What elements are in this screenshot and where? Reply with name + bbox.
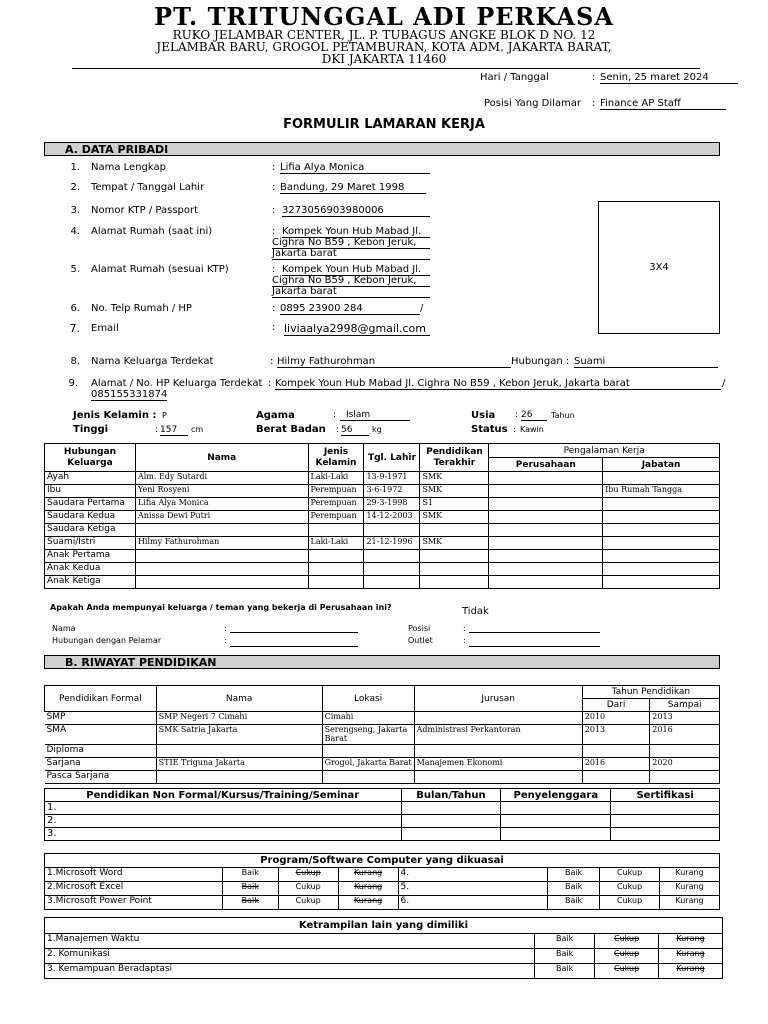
edu-header-from: Dari <box>582 699 650 712</box>
family-job-cell[interactable] <box>603 563 720 576</box>
family-row <box>45 485 720 498</box>
education-name-cell[interactable]: SMK Satria Jakarta <box>156 725 322 745</box>
skill-level-option[interactable]: Kurang <box>659 934 723 949</box>
family-company-cell[interactable] <box>489 563 603 576</box>
section-b-header: B. RIWAYAT PENDIDIKAN <box>44 655 720 669</box>
section-a-header: A. DATA PRIBADI <box>44 142 720 156</box>
full-name-label: Nama Lengkap <box>91 162 166 173</box>
family-name-cell[interactable]: Hilmy Fathurohman <box>135 537 308 550</box>
education-from-cell[interactable]: 2016 <box>582 758 650 771</box>
family-company-cell[interactable] <box>489 550 603 563</box>
software-name-cell: 5. <box>398 882 548 896</box>
education-location-line2: Barat <box>324 734 348 743</box>
skill-level-option[interactable]: Kurang <box>659 964 723 979</box>
family-education-cell[interactable]: SMK <box>420 472 489 485</box>
family-education-cell[interactable] <box>420 550 489 563</box>
family-dob-cell[interactable]: 3-6-1972 <box>364 485 420 498</box>
family-table <box>44 443 720 589</box>
family-company-cell[interactable] <box>489 485 603 498</box>
education-level-cell: Pasca Sarjana <box>45 771 157 784</box>
family-dob-cell[interactable]: 13-9-1971 <box>364 472 420 485</box>
skill-row <box>45 949 723 964</box>
current-address-line3[interactable]: Jakarta barat <box>272 248 430 260</box>
company-address-3: DKI JAKARTA 11460 <box>321 52 447 66</box>
software-level-option[interactable]: Baik <box>548 882 600 896</box>
birth-value[interactable]: Bandung, 29 Maret 1998 <box>280 182 426 194</box>
family-row <box>45 563 720 576</box>
education-name-cell[interactable]: STIE Triguna Jakarta <box>156 758 322 771</box>
gender-label: Jenis Kelamin : <box>73 410 157 421</box>
edu-header-location: Lokasi <box>322 686 414 712</box>
software-row <box>45 868 720 882</box>
family-gender-cell[interactable] <box>308 524 364 537</box>
family-job-cell[interactable] <box>603 576 720 589</box>
software-level-option[interactable]: Cukup <box>278 868 338 882</box>
nonformal-empty-cell[interactable] <box>501 815 611 828</box>
relations-relation-field[interactable] <box>230 646 358 647</box>
family-gender-cell[interactable] <box>308 576 364 589</box>
education-to-cell[interactable]: 2016 <box>650 725 720 745</box>
family-name-cell[interactable]: Alm. Edy Sutardi <box>135 472 308 485</box>
current-address-label: Alamat Rumah (saat ini) <box>91 226 213 237</box>
family-company-cell[interactable] <box>489 537 603 550</box>
family-dob-cell[interactable] <box>364 576 420 589</box>
weight-label: Berat Badan <box>256 424 326 435</box>
family-dob-cell[interactable] <box>364 524 420 537</box>
skill-row <box>45 964 723 979</box>
relative-name-label: Nama Keluarga Terdekat <box>91 356 214 367</box>
date-value[interactable]: Senin, 25 maret 2024 <box>600 72 738 84</box>
header-divider <box>72 68 700 69</box>
current-address-line2[interactable]: Cighra No B59 , Kebon Jeruk, <box>272 237 430 249</box>
nonformal-header-month: Bulan/Tahun <box>401 789 501 802</box>
education-location-line1: Serengseng, Jakarta <box>324 725 408 734</box>
family-job-cell[interactable] <box>603 511 720 524</box>
software-level-option[interactable]: Kurang <box>338 882 398 896</box>
education-from-cell[interactable] <box>582 745 650 758</box>
education-to-cell[interactable] <box>650 771 720 784</box>
full-name-value[interactable]: Lifia Alya Monica <box>280 162 430 174</box>
nonformal-empty-cell[interactable] <box>501 802 611 815</box>
family-row <box>45 498 720 511</box>
relations-outlet-label: Outlet <box>408 636 433 645</box>
nonformal-course-cell[interactable]: 3. <box>45 828 402 841</box>
weight-unit: kg <box>372 425 382 434</box>
family-dob-cell[interactable] <box>364 563 420 576</box>
relative-phone-value[interactable]: 085155331874 <box>91 389 168 400</box>
software-level-option[interactable]: Baik <box>222 882 278 896</box>
software-level-option[interactable]: Baik <box>548 868 600 882</box>
header-experience: Pengalaman Kerja <box>489 444 720 458</box>
nonformal-empty-cell[interactable] <box>501 828 611 841</box>
skill-name-cell: 1.Manajemen Waktu <box>45 934 535 949</box>
education-location-cell[interactable] <box>322 771 414 784</box>
family-relation-cell: Anak Ketiga <box>45 576 136 589</box>
header-company: Perusahaan <box>489 458 603 472</box>
software-level-option[interactable]: Cukup <box>278 882 338 896</box>
education-from-cell[interactable] <box>582 771 650 784</box>
age-label: Usia <box>471 410 496 421</box>
edu-header-major: Jurusan <box>414 686 582 712</box>
skill-level-option[interactable]: Baik <box>535 934 595 949</box>
ktp-address-line3[interactable]: Jakarta barat <box>272 286 430 298</box>
family-gender-cell[interactable]: Perempuan <box>308 511 364 524</box>
nonformal-table <box>44 788 720 841</box>
date-label: Hari / Tanggal <box>480 72 549 83</box>
family-job-cell[interactable] <box>603 472 720 485</box>
relative-address-label: Alamat / No. HP Keluarga Terdekat <box>91 378 263 389</box>
height-label: Tinggi <box>73 424 109 435</box>
education-row <box>45 771 720 784</box>
family-gender-cell[interactable]: Perempuan <box>308 498 364 511</box>
family-job-cell[interactable] <box>603 550 720 563</box>
skills-title: Ketrampilan lain yang dimiliki <box>45 918 723 934</box>
family-education-cell[interactable] <box>420 563 489 576</box>
family-name-cell[interactable] <box>135 563 308 576</box>
nonformal-empty-cell[interactable] <box>611 828 720 841</box>
nonformal-empty-cell[interactable] <box>611 802 720 815</box>
education-level-cell: Sarjana <box>45 758 157 771</box>
edu-header-level: Pendidikan Formal <box>45 686 157 712</box>
family-company-cell[interactable] <box>489 472 603 485</box>
height-value[interactable]: 157 <box>160 425 188 436</box>
company-name: PT. TRITUNGGAL ADI PERKASA <box>154 2 614 31</box>
nonformal-row <box>45 815 720 828</box>
ktp-value[interactable]: 3273056903980006 <box>282 205 430 217</box>
relationship-value[interactable]: Suami <box>574 356 718 368</box>
family-name-cell[interactable]: Yeni Rosyeni <box>135 485 308 498</box>
personal-data: 1. Nama Lengkap : Lifia Alya Monica 2. Tempat / Tanggal Lahir : Bandung, 29 Maret 1998 3. Nomor KTP / Passport : 3273056903980006 4. Alamat Rumah (saat ini) : Kompek Youn Hub Mabad Jl. Cighra No B59 , Kebon Jeruk, Jakarta barat 5. Alamat Rumah (sesuai KTP) : Kompek Youn Hub Mabad Jl. Cighra No B59 , Kebon Jeruk, Jakarta barat 6. No. Telp Rumah / HP : 0895 23900 284 / 7. Email : liviaalya2998@gmail.com 8. Nama Keluarga Terdekat : Hilmy Fathurohman Hubungan : <box>69 162 570 367</box>
family-company-cell[interactable] <box>489 498 603 511</box>
nonformal-empty-cell[interactable] <box>401 815 501 828</box>
education-location-cell[interactable] <box>322 745 414 758</box>
skill-name-cell: 2. Komunikasi <box>45 949 535 964</box>
nonformal-row <box>45 802 720 815</box>
family-company-cell[interactable] <box>489 524 603 537</box>
nonformal-row <box>45 828 720 841</box>
edu-header-to: Sampai <box>650 699 720 712</box>
relations-answer[interactable]: Tidak <box>462 606 489 617</box>
family-dob-cell[interactable]: 29-3-1998 <box>364 498 420 511</box>
skill-level-option[interactable]: Baik <box>535 964 595 979</box>
skill-level-option[interactable]: Cukup <box>595 964 659 979</box>
software-level-option[interactable]: Kurang <box>338 868 398 882</box>
software-table <box>44 853 720 910</box>
education-location-cell[interactable] <box>322 725 414 745</box>
nonformal-header-course: Pendidikan Non Formal/Kursus/Training/Seminar <box>45 789 402 802</box>
software-level-option[interactable]: Cukup <box>600 882 660 896</box>
relations-position-field[interactable] <box>469 632 600 633</box>
family-job-cell[interactable] <box>603 524 720 537</box>
software-row <box>45 882 720 896</box>
family-company-cell[interactable] <box>489 576 603 589</box>
family-company-cell[interactable] <box>489 511 603 524</box>
religion-value[interactable]: Islam <box>340 410 410 421</box>
current-address-line1[interactable]: Kompek Youn Hub Mabad Jl. <box>282 226 430 238</box>
software-title: Program/Software Computer yang dikuasai <box>45 854 720 868</box>
relations-name-field[interactable] <box>230 632 358 633</box>
family-relation-cell: Ibu <box>45 485 136 498</box>
email-label: Email <box>91 323 119 334</box>
family-job-cell[interactable] <box>603 498 720 511</box>
software-level-option[interactable]: Kurang <box>338 896 398 910</box>
family-relation-cell: Saudara Pertama <box>45 498 136 511</box>
status-value[interactable]: Kawin <box>520 425 544 434</box>
relative-address-value[interactable]: Kompek Youn Hub Mabad Jl. Cighra No B59 , Kebon Jeruk, Jakarta barat <box>275 378 721 390</box>
header-gender: Jenis Kelamin <box>308 444 364 472</box>
nonformal-course-cell[interactable]: 2. <box>45 815 402 828</box>
email-value[interactable]: liviaalya2998@gmail.com <box>284 322 430 336</box>
family-education-cell[interactable] <box>420 524 489 537</box>
family-job-cell[interactable] <box>603 537 720 550</box>
skill-level-option[interactable]: Kurang <box>659 949 723 964</box>
education-level-cell: SMP <box>45 712 157 725</box>
form-title: FORMULIR LAMARAN KERJA <box>283 117 485 132</box>
education-major-cell[interactable] <box>414 771 582 784</box>
position-value[interactable]: Finance AP Staff <box>600 98 726 110</box>
relations-outlet-field[interactable] <box>469 646 600 647</box>
company-address-2: JELAMBAR BARU, GROGOL PETAMBURAN, KOTA ADM. JAKARTA BARAT, <box>156 40 612 54</box>
photo-box[interactable] <box>598 201 720 334</box>
family-relation-cell: Saudara Ketiga <box>45 524 136 537</box>
relations-position-label: Posisi <box>408 624 431 633</box>
family-gender-cell[interactable] <box>308 563 364 576</box>
education-major-cell[interactable] <box>414 745 582 758</box>
family-relation-cell: Anak Pertama <box>45 550 136 563</box>
age-unit: Tahun <box>551 411 575 420</box>
skill-name-cell: 3. Kemampuan Beradaptasi <box>45 964 535 979</box>
relationship-label: Hubungan : <box>511 356 570 367</box>
software-level-option[interactable]: Kurang <box>660 882 720 896</box>
edu-header-years: Tahun Pendidikan <box>582 686 719 699</box>
education-to-cell[interactable] <box>650 745 720 758</box>
software-level-option[interactable]: Kurang <box>660 896 720 910</box>
family-education-cell[interactable]: SMK <box>420 485 489 498</box>
software-level-option[interactable]: Cukup <box>278 896 338 910</box>
weight-value[interactable]: 56 <box>341 425 369 436</box>
education-name-cell[interactable]: SMP Negeri 7 Cimahi <box>156 712 322 725</box>
family-name-cell[interactable] <box>135 550 308 563</box>
family-education-cell[interactable]: SMK <box>420 511 489 524</box>
family-gender-cell[interactable]: Laki-Laki <box>308 537 364 550</box>
ktp-address-line2[interactable]: Cighra No B59 , Kebon Jeruk, <box>272 275 430 287</box>
education-name-cell[interactable] <box>156 771 322 784</box>
header-education: Pendidikan Terakhir <box>420 444 489 472</box>
software-name-cell: 1.Microsoft Word <box>45 868 223 882</box>
relations-relation-label: Hubungan dengan Pelamar <box>52 636 162 645</box>
photo-label: 3X4 <box>649 262 669 273</box>
family-relation-cell: Anak Kedua <box>45 563 136 576</box>
status-label: Status <box>471 424 508 435</box>
family-row <box>45 524 720 537</box>
family-dob-cell[interactable]: 21-12-1996 <box>364 537 420 550</box>
education-major-cell[interactable]: Administrasi Perkantoran <box>414 725 582 745</box>
skill-level-option[interactable]: Cukup <box>595 949 659 964</box>
nonformal-header-org: Penyelenggara <box>501 789 611 802</box>
nonformal-empty-cell[interactable] <box>611 815 720 828</box>
ktp-address-label: Alamat Rumah (sesuai KTP) <box>91 264 229 275</box>
skills-table <box>44 917 723 979</box>
ktp-address-line1[interactable]: Kompek Youn Hub Mabad Jl. <box>282 264 430 276</box>
software-name-cell: 4. <box>398 868 548 882</box>
software-name-cell: 3.Microsoft Power Point <box>45 896 223 910</box>
family-education-cell[interactable]: S1 <box>420 498 489 511</box>
family-row <box>45 550 720 563</box>
family-name-cell[interactable] <box>135 524 308 537</box>
nonformal-empty-cell[interactable] <box>401 802 501 815</box>
skill-level-option[interactable]: Baik <box>535 949 595 964</box>
ktp-label: Nomor KTP / Passport <box>91 205 199 216</box>
family-relation-cell: Ayah <box>45 472 136 485</box>
education-row <box>45 745 720 758</box>
family-name-cell[interactable]: Anissa Dewi Putri <box>135 511 308 524</box>
relations-question: Apakah Anda mempunyai keluarga / teman yang bekerja di Perusahaan ini? <box>50 603 392 612</box>
family-education-cell[interactable] <box>420 576 489 589</box>
software-level-option[interactable]: Baik <box>222 868 278 882</box>
education-major-cell[interactable]: Manajemen Ekonomi <box>414 758 582 771</box>
education-row <box>45 758 720 771</box>
family-education-cell[interactable]: SMK <box>420 537 489 550</box>
position-label: Posisi Yang Dilamar <box>484 98 582 109</box>
height-unit: cm <box>191 425 204 434</box>
education-level-cell: SMA <box>45 725 157 745</box>
family-row <box>45 472 720 485</box>
education-location-cell[interactable] <box>322 758 414 771</box>
education-from-cell[interactable]: 2010 <box>582 712 650 725</box>
family-name-cell[interactable]: Lifia Alya Monica <box>135 498 308 511</box>
header-relation: Hubungan Keluarga <box>45 444 136 472</box>
skill-row <box>45 934 723 949</box>
education-major-cell[interactable] <box>414 712 582 725</box>
phone-value[interactable]: 0895 23900 284 <box>280 303 420 315</box>
education-from-cell[interactable]: 2013 <box>582 725 650 745</box>
education-table <box>44 685 720 784</box>
age-value[interactable]: 26 <box>521 410 547 421</box>
software-name-cell: 2.Microsoft Excel <box>45 882 223 896</box>
education-location-line1: Cimahi <box>324 712 354 721</box>
header-name: Nama <box>135 444 308 472</box>
education-location-line1: Grogol, Jakarta Barat <box>324 758 412 767</box>
nonformal-course-cell[interactable]: 1. <box>45 802 402 815</box>
relative-name-value[interactable]: Hilmy Fathurohman <box>277 356 511 368</box>
family-row <box>45 537 720 550</box>
header-job: Jabatan <box>603 458 720 472</box>
nonformal-header-cert: Sertifikasi <box>611 789 720 802</box>
edu-header-name: Nama <box>156 686 322 712</box>
family-relation-cell: Saudara Kedua <box>45 511 136 524</box>
education-name-cell[interactable] <box>156 745 322 758</box>
skill-level-option[interactable]: Cukup <box>595 934 659 949</box>
family-row <box>45 511 720 524</box>
nonformal-empty-cell[interactable] <box>401 828 501 841</box>
religion-label: Agama <box>256 410 295 421</box>
education-row <box>45 725 720 745</box>
birth-label: Tempat / Tanggal Lahir <box>91 182 205 193</box>
phone-label: No. Telp Rumah / HP <box>91 303 192 314</box>
software-level-option[interactable]: Baik <box>548 896 600 910</box>
education-location-cell[interactable] <box>322 712 414 725</box>
gender-value[interactable]: P <box>162 411 167 420</box>
software-level-option[interactable]: Cukup <box>600 868 660 882</box>
education-to-cell[interactable]: 2013 <box>650 712 720 725</box>
education-row <box>45 712 720 725</box>
family-name-cell[interactable] <box>135 576 308 589</box>
company-address-1: RUKO JELAMBAR CENTER, JL. P. TUBAGUS ANGKE BLOK D NO. 12 <box>172 28 596 42</box>
family-dob-cell[interactable] <box>364 550 420 563</box>
education-level-cell: Diploma <box>45 745 157 758</box>
family-job-cell[interactable]: Ibu Rumah Tangga <box>603 485 720 498</box>
education-to-cell[interactable]: 2020 <box>650 758 720 771</box>
family-dob-cell[interactable]: 14-12-2003 <box>364 511 420 524</box>
family-relation-cell: Suami/Istri <box>45 537 136 550</box>
header-dob: Tgl. Lahir <box>364 444 420 472</box>
software-row <box>45 896 720 910</box>
family-gender-cell[interactable]: Perempuan <box>308 485 364 498</box>
relations-name-label: Nama <box>52 624 76 633</box>
family-row <box>45 576 720 589</box>
family-gender-cell[interactable] <box>308 550 364 563</box>
software-level-option[interactable]: Baik <box>222 896 278 910</box>
software-name-cell: 6. <box>398 896 548 910</box>
software-level-option[interactable]: Cukup <box>600 896 660 910</box>
software-level-option[interactable]: Kurang <box>660 868 720 882</box>
family-gender-cell[interactable]: Laki-Laki <box>308 472 364 485</box>
